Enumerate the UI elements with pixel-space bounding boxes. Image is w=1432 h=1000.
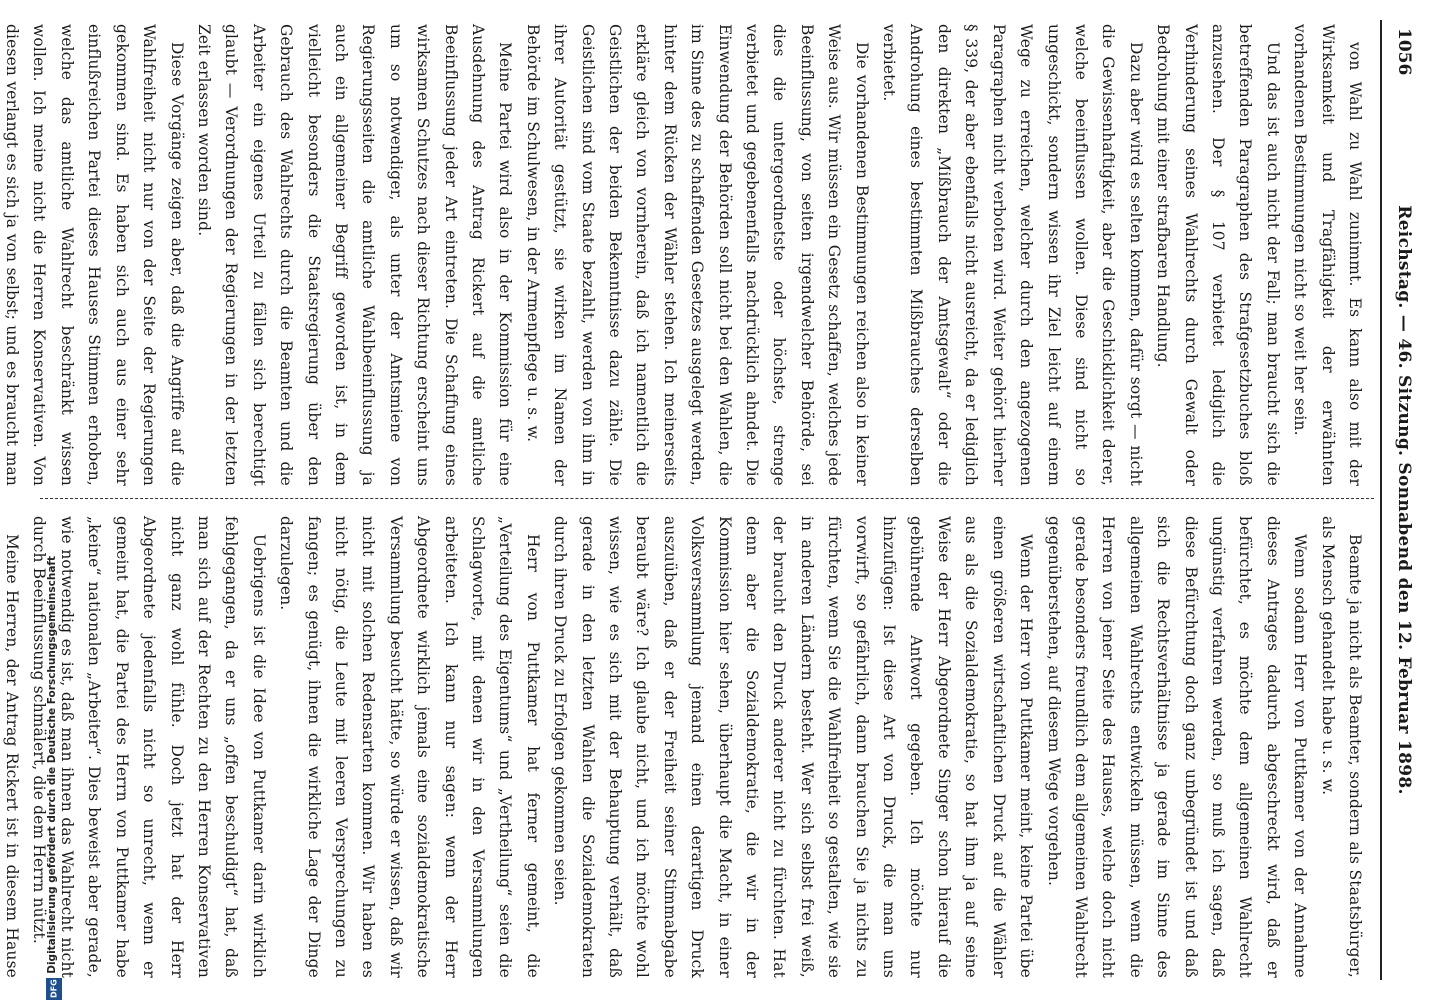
- page-header-title: Reichstag. — 46. Sitzung. Sonnabend den 12. Februar 1898.: [1394, 205, 1414, 795]
- digitization-footer: [46, 520, 62, 1000]
- paragraph: Wenn sodann Herr von Puttkamer von der Annahme dieses Antrages dadurch abgeschreckt wird, daß er befürchtet, es möchte dem allgemeinen Wahlrecht ungünstig verfahren werden, so muß ich sagen, daß diese Befürchtung doch ganz unbegründet ist und daß sich die Rechtsverhältnisse ja gerade im Sinne des allgemeinen Wahlrechts entwickeln müssen, wenn die Herren von jener Seite des Hauses, welche doch nicht gerade besonders freundlich dem allgemeinen Wahlrecht gegenüberstehen, auf diesem Wege vorgehen.: [1044, 516, 1310, 978]
- paragraph: Meine Partei wird also in der Kommission für eine Ausdehnung des Antrag Rickert auf die amtliche Beeinflussung jeder Art eintreten. Die Schaffung eines wirksamen Schutzes nach dieser Richtung erscheint uns um so notwendiger, als unter der Amtsmiene von Regierungsseiten die amtliche Wahlbeeinflussung ja auch ein allgemeiner Begriff geworden ist, in dem vielleicht besonders die Staatsregierung über den Gebrauch des Wahlrechts durch die Beamten und die Arbeiter ein eigenes Urteil zu fällen sich berechtigt glaubt — Verordnungen der Regierungen in der letzten Zeit erlassen worden sind.: [194, 24, 515, 486]
- header-rule: [1380, 20, 1382, 980]
- paragraph: Diese Vorgänge zeigen aber, daß die Angriffe auf die Wahlfreiheit nicht nur von der Seite der Regierungen gekommen sind. Es haben sich auch aus einer sehr einflußreichen Partei dieses Hauses Stimmen erhoben, welche das amtliche Wahlrecht beschränkt wissen wollen. Ich meine nicht die Herren Konservativen. Von diesen verlangt es sich ja von selbst; und es braucht man: [3, 24, 186, 486]
- scanned-page: [3, 20, 1420, 999]
- dfg-logo: DFG: [46, 978, 62, 1000]
- page-number: 1056: [1394, 28, 1414, 76]
- column-divider: [40, 498, 1374, 500]
- paragraph: Und das ist auch nicht der Fall; man braucht sich die betreffenden Paragraphen des Strafgesetzbuches bloß anzusehen. Der § 107 verbietet lediglich die Verhinderung seines Wahlrechts durch Gewalt oder Bedrohung mit einer strafbaren Handlung.: [1154, 24, 1282, 486]
- paragraph: Wenn der Herr von Puttkamer meint, keine Partei übe einen größeren wirtschaftlichen Druck auf die Wähler aus als die Sozialdemokratie, so hat ihm ja auf seine Weise der Herr Abgeordnete Singer schon hierauf die gebührende Antwort gegeben. Ich möchte nur hinzufügen: Ist diese Art von Druck, die man uns vorwirft, so gefährlich, dann brauchen Sie ja nichts zu fürchten, wenn Sie die Wahlfreiheit so gestalten, wie sie in anderen Ländern besteht. Wer sich selbst frei weiß, der braucht den Druck anderer nicht zu fürchten. Hat denn aber die Sozialdemokratie, die wir in der Kommission hier sehen, überhaupt die Macht, in einer Volksversammlung jemand einen derartigen Druck auszuüben, daß er der Freiheit seiner Stimmabgabe beraubt wäre? Ich glaube nicht, und ich möchte wohl wissen, wie es sich mit der Behauptung verhält, daß gerade in den letzten Wahlen die Sozialdemokraten durch ihren Druck zu Erfolgen gekommen seien.: [551, 516, 1036, 978]
- paragraph: Dazu aber wird es selten kommen, dafür sorgt — nicht die Gewissenhaftigkeit, aber die Geschicklichkeit derer, welche beeinflussen wollen. Diese sind nicht so ungeschickt, sondern wissen ihr Ziel leicht auf einem Wege zu erreichen, welcher durch den angezogenen Paragraphen nicht verboten wird. Weiter gehört hierher § 339, der aber ebenfalls nicht ausreicht, da er lediglich den direkten „Mißbrauch der Amtsgewalt“ oder die Androhung eines bestimmten Mißbrauches derselben verbietet.: [880, 24, 1145, 486]
- digitization-note: Digitalisierung gefördert durch die Deutsche Forschungsgemeinschaft: [46, 556, 58, 974]
- column-left: [3, 24, 1368, 486]
- paragraph: Beamte ja nicht als Beamter, sondern als Staatsbürger, als Mensch gehandelt habe u. s. w.: [1318, 516, 1364, 978]
- column-right: [3, 516, 1368, 978]
- paragraph: Meine Herren, der Antrag Rickert ist in diesem Hause: [3, 534, 22, 978]
- page-header: [1376, 20, 1420, 980]
- newspaper-sheet: [3, 20, 1420, 980]
- paragraph: von Wahl zu Wahl zunimmt. Es kann also mit der Wirksamkeit und Tragfähigkeit der erwähnten vorhandenen Bestimmungen nicht so weit her sein.: [1291, 24, 1364, 486]
- paragraph: Herr von Puttkamer hat ferner gemeint, die „Verteilung des Eigentums“ und „Vertheilung“ seien die Schlagworte, mit denen wir in den Versammlungen arbeiteten. Ich kann nur sagen: wenn der Herr Abgeordnete wirklich jemals eine sozialdemokratische Versammlung besucht hätte, so würde er wissen, daß wir nicht mit solchen Redensarten kommen. Wir haben es nicht nötig, die Leute mit leeren Versprechungen zu fangen; es genügt, ihnen die wirkliche Lage der Dinge darzulegen.: [277, 516, 542, 978]
- paragraph: Uebrigens ist die Idee von Puttkamer darin wirklich fehlgegangen, da er uns „offen beschuldigt“ hat, daß man sich auf der Rechten zu den Herren Konservativen nicht ganz wohl fühle. Doch jetzt hat der Herr Abgeordnete jedenfalls nicht so unrecht, wenn er gemeint hat, die Partei des Herrn von Puttkamer habe „keine“ nationalen „Arbeiter“. Dies beweist aber gerade, wie notwendig es ist, daß man ihnen das Wahlrecht nicht durch Beeinflussung schmälert, die dem Herrn nützt.: [30, 516, 268, 978]
- paragraph: Die vorhandenen Bestimmungen reichen also in keiner Weise aus. Wir müssen ein Gesetz schaffen, welches jede Beeinflussung, von seiten irgendwelcher Behörde, sei dies die untergeordnetste oder höchste, strenge verbietet und gegebenenfalls nachdrücklich ahndet. Die Einwendung der Behörden soll nicht bei den Wahlen, die im Sinne des zu schaffenden Gesetzes ausgelegt werden, hinter dem Rücken der Wähler stehen. Ich meinerseits erkläre gleich von vornherein, daß ich namentlich die Geistlichen der beiden Bekenntnisse dazu zähle. Die Geistlichen sind vom Staate bezahlt, werden von ihm in ihrer Autorität gestützt, sie wirken im Namen der Behörde im Schulwesen, in der Armenpflege u. s. w.: [523, 24, 871, 486]
